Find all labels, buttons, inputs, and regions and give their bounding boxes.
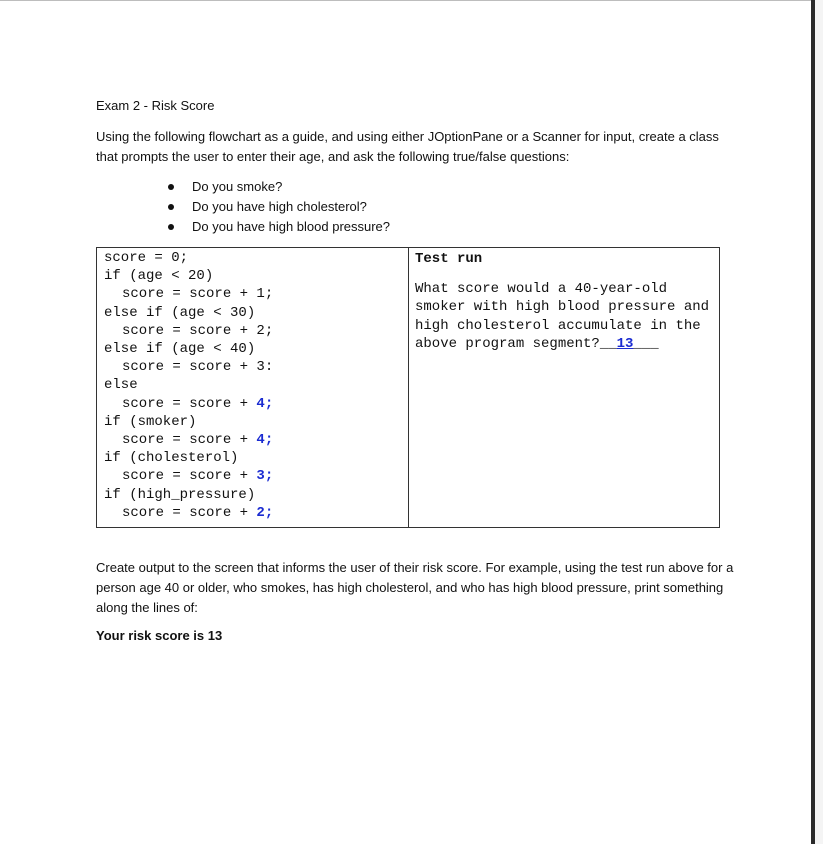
- question-item: [166, 197, 390, 217]
- intro-paragraph: Using the following flowchart as a guide, and using either JOptionPane or a Scanner for input, create a class that prompts the user to enter their age, and ask the following true/false questions:: [96, 129, 719, 164]
- code-highlight-value: 4;: [256, 395, 274, 412]
- code-line: [104, 504, 408, 522]
- code-line: [104, 467, 408, 485]
- code-line: [104, 358, 408, 376]
- code-line: [104, 449, 408, 467]
- code-line: [104, 395, 408, 413]
- code-line: [104, 267, 408, 285]
- page-top-border: [0, 0, 811, 1]
- answer-blank-after: ___: [633, 335, 659, 352]
- code-block: [97, 248, 408, 522]
- code-text: else if (age < 40): [104, 341, 256, 358]
- code-cell: [97, 248, 409, 528]
- test-run-question: [409, 268, 719, 353]
- code-line: [104, 285, 408, 303]
- code-highlight-value: 2;: [256, 504, 274, 521]
- document-title: Exam 2 - Risk Score: [96, 98, 215, 113]
- question-text: Do you smoke?: [192, 179, 283, 194]
- code-highlight-value: 4;: [256, 432, 274, 449]
- code-table: [96, 247, 720, 528]
- code-line: [104, 413, 408, 431]
- code-text: else: [104, 377, 138, 394]
- code-line: [104, 249, 408, 267]
- bullet-icon: [168, 204, 174, 210]
- output-instructions: Create output to the screen that informs the user of their risk score. For example, using the test run above for a person age 40 or older, who smokes, has high cholesterol, and who has high blood pressure, print something along the lines of:: [96, 560, 734, 615]
- code-line: [104, 304, 408, 322]
- code-text: score = score +: [122, 432, 257, 449]
- code-text: if (cholesterol): [104, 450, 239, 467]
- question-item: [166, 217, 390, 237]
- code-text: score = score +: [122, 504, 257, 521]
- code-line: [104, 322, 408, 340]
- test-run-cell: [409, 248, 720, 528]
- code-text: score = score + 3:: [122, 359, 274, 376]
- code-line: [104, 431, 408, 449]
- test-run-heading: Test run: [415, 251, 483, 267]
- code-line: [104, 340, 408, 358]
- code-text: score = score +: [122, 468, 257, 485]
- code-text: if (smoker): [104, 413, 197, 430]
- code-text: else if (age < 30): [104, 304, 256, 321]
- bullet-icon: [168, 224, 174, 230]
- test-run-question-text: What score would a 40-year-old smoker with high blood pressure and high cholesterol accumulate in the above program segment?: [415, 281, 710, 352]
- code-text: score = score + 2;: [122, 322, 274, 339]
- question-item: [166, 177, 390, 197]
- test-run-answer: 13: [616, 335, 634, 352]
- bullet-icon: [168, 184, 174, 190]
- code-text: score = score + 1;: [122, 286, 274, 303]
- code-text: score = 0;: [104, 250, 189, 266]
- example-output: Your risk score is 13: [96, 628, 223, 643]
- question-list: [166, 177, 390, 237]
- code-text: if (high_pressure): [104, 486, 256, 503]
- scroll-gutter: [815, 0, 823, 844]
- code-highlight-value: 3;: [256, 468, 274, 485]
- question-text: Do you have high cholesterol?: [192, 199, 367, 214]
- code-line: [104, 486, 408, 504]
- code-text: if (age < 20): [104, 268, 214, 285]
- answer-blank-before: __: [599, 335, 617, 352]
- question-text: Do you have high blood pressure?: [192, 219, 391, 234]
- code-text: score = score +: [122, 395, 257, 412]
- code-line: [104, 376, 408, 394]
